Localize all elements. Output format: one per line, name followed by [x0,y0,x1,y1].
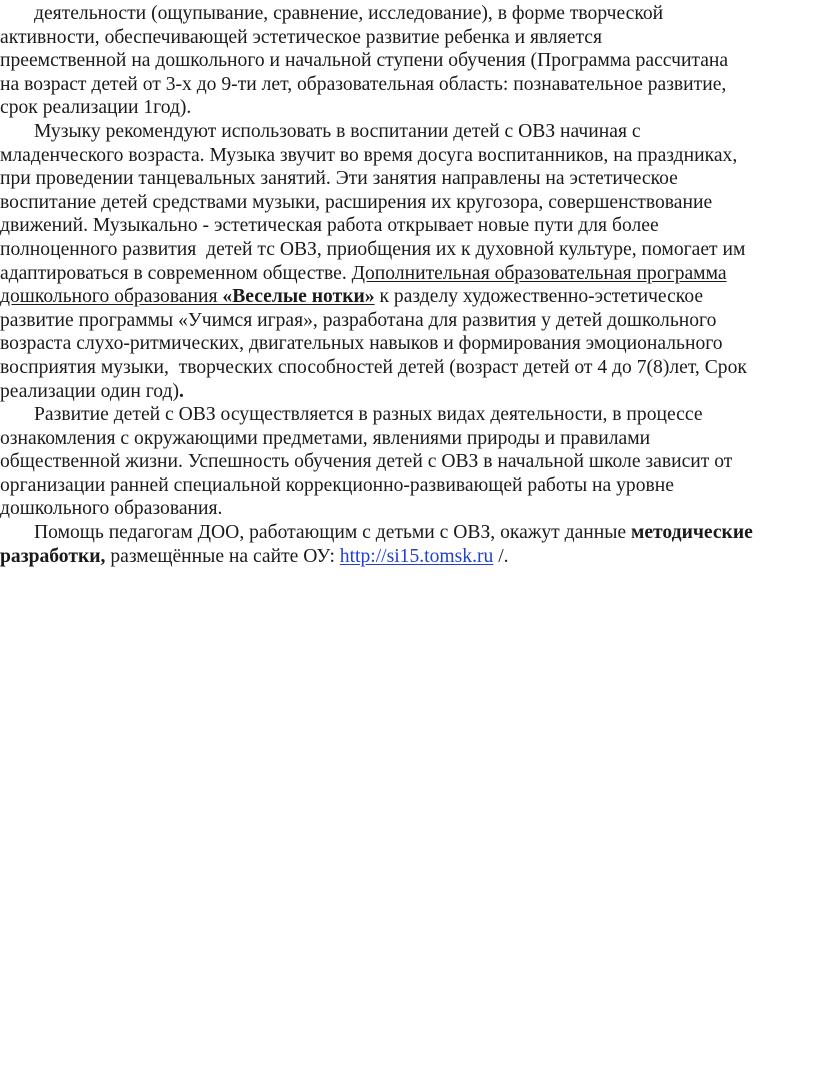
paragraph-1-line-4: на возраст детей от 3-х до 9-ти лет, образовательная область: познавательное развитие, [0,73,727,95]
paragraph-1-line-3: преемственной на дошкольного и начальной ступени обучения (Программа рассчитана [0,50,729,72]
paragraph-2-line-2: младенческого возраста. Музыка звучит во время досуга воспитанников, на праздниках, [0,144,738,166]
developments-emphasis: разработки, [0,545,106,567]
school-website-link[interactable]: http://si15.tomsk.ru [339,545,494,567]
paragraph-2-line-4: воспитание детей средствами музыки, расширения их кругозора, совершенствование [0,191,713,213]
paragraph-2-line-8 [0,285,810,309]
document-body [0,2,810,568]
program-title-part-1: Дополнительная образовательная программа [351,262,727,284]
program-name: «Веселые нотки» [222,286,375,308]
paragraph-2-line-7 [0,262,810,286]
paragraph-2-line-5: движений. Музыкально - эстетическая работа открывает новые пути для более [0,215,659,237]
paragraph-1-line-5: срок реализации 1год). [0,97,192,119]
line-8-text: к разделу художественно-эстетическое [374,286,704,308]
paragraph-4-line-2 [0,545,810,569]
paragraph-3 [0,403,810,521]
paragraph-2-line-3: при проведении танцевальных занятий. Эти занятия направлены на эстетическое [0,168,678,190]
paragraph-1-line-1: деятельности (ощупывание, сравнение, исследование), в форме творческой [34,3,664,24]
paragraph-2-line-6: полноценного развития детей тс ОВЗ, приобщения их к духовной культуре, помогает им [0,238,746,260]
line-12-text: реализации один год) [0,380,180,402]
paragraph-3-line-4: организации ранней специальной коррекционно-развивающей работы на уровне [0,474,674,496]
paragraph-3-line-2: ознакомления с окружающими предметами, явлениями природы и правилами [0,427,651,449]
paragraph-2-line-11: восприятия музыки, творческих способностей детей (возраст детей от 4 до 7(8)лет, Срок [0,356,747,378]
paragraph-4-line-1 [0,521,810,545]
paragraph-2-line-1: Музыку рекомендуют использовать в воспитании детей с ОВЗ начиная с [34,120,641,142]
program-title-part-2: дошкольного образования [0,286,223,308]
line-12-period: . [179,380,184,402]
paragraph-2 [0,120,810,403]
paragraph-3-line-5: дошкольного образования. [0,498,223,520]
line-1-text: Помощь педагогам ДОО, работающим с детьми с ОВЗ, окажут данные [34,522,632,544]
methodical-emphasis: методические [631,522,753,544]
paragraph-1 [0,2,810,120]
paragraph-3-line-3: общественной жизни. Успешность обучения детей с ОВЗ в начальной школе зависит от [0,451,733,473]
paragraph-2-line-9: развитие программы «Учимся играя», разработана для развития у детей дошкольного [0,309,717,331]
line-2-text: размещённые на сайте ОУ: [105,545,340,567]
paragraph-3-line-1: Развитие детей с ОВЗ осуществляется в разных видах деятельности, в процессе [34,404,703,426]
paragraph-2-line-10: возраста слухо-ритмических, двигательных навыков и формирования эмоционального [0,333,723,355]
paragraph-4 [0,521,810,568]
line-7-text: адаптироваться в современном обществе. [0,262,352,284]
paragraph-2-line-12 [0,380,810,404]
line-2-tail: /. [493,545,509,567]
paragraph-1-line-2: активности, обеспечивающей эстетическое развитие ребенка и является [0,26,603,48]
